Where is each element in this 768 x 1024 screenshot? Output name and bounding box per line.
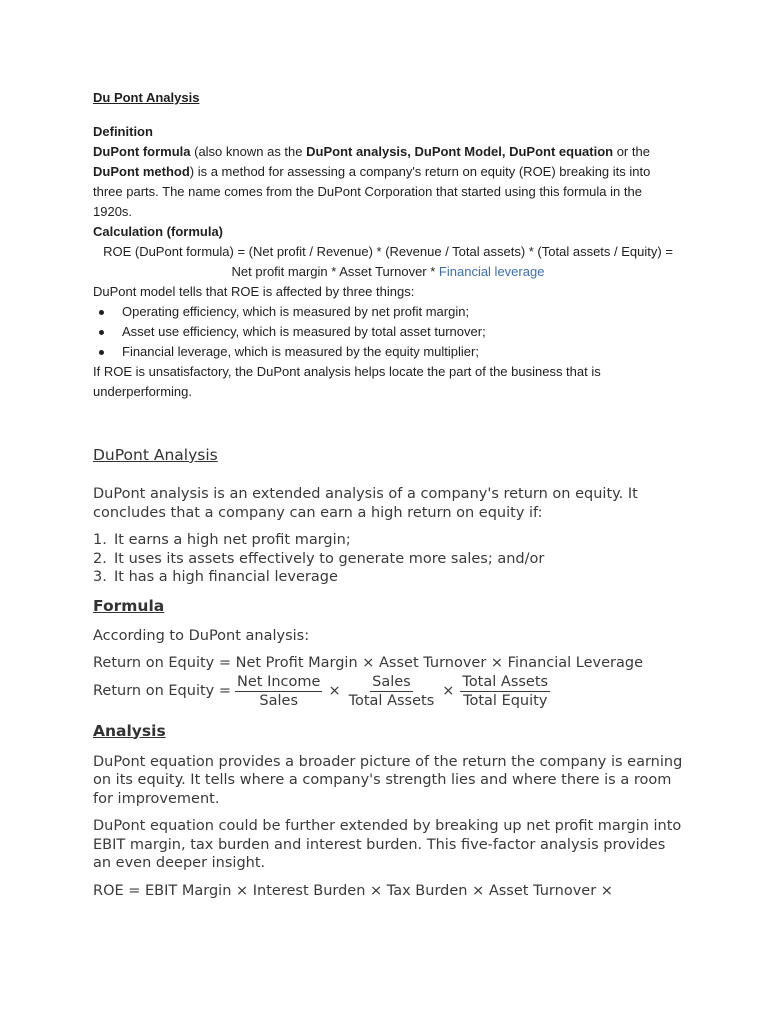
financial-leverage-link[interactable]: Financial leverage	[438, 264, 545, 279]
list-item	[93, 531, 683, 550]
list-item	[93, 568, 683, 587]
roe-extended-equation: ROE = EBIT Margin × Interest Burden × Tax Burden × Asset Turnover ×	[93, 882, 613, 899]
according-text: According to DuPont analysis:	[93, 627, 310, 644]
multiply-sign: ×	[328, 682, 341, 699]
formula-text: ROE (DuPont formula) = (Net profit / Revenue) * (Revenue / Total assets) * (Total assets / Equity) = Net profit margin * Asset Turnover *	[103, 244, 673, 279]
list-text: It earns a high net profit margin;	[114, 532, 351, 548]
list-item: Asset use efficiency, which is measured by total asset turnover;	[122, 322, 683, 342]
fraction-total-assets-total-equity	[460, 673, 550, 710]
factor-list	[93, 302, 683, 362]
analysis-intro: DuPont analysis is an extended analysis of a company's return on equity. It concludes that a company can earn a high return on equity if:	[93, 486, 638, 521]
roe-label: Return on Equity =	[93, 682, 232, 699]
list-item: Financial leverage, which is measured by the equity multiplier;	[122, 342, 683, 362]
numerator: Total Assets	[462, 673, 549, 690]
list-number: 3.	[93, 569, 107, 585]
definition-label: Definition	[93, 124, 153, 139]
analysis-paragraph-2: DuPont equation could be further extended by breaking up net profit margin into EBIT margin, tax burden and interest burden. This five-factor analysis provides an even deeper insight.	[93, 818, 682, 871]
roe-fraction-equation	[93, 673, 683, 710]
list-text: It has a high financial leverage	[114, 569, 338, 585]
section-title: Du Pont Analysis	[93, 90, 200, 105]
denominator: Sales	[259, 692, 299, 709]
term-alternative-names: DuPont analysis, DuPont Model, DuPont equation	[306, 144, 614, 159]
dupont-definition-section	[93, 88, 683, 402]
fraction-net-income-sales	[235, 673, 322, 710]
conditions-list	[93, 531, 683, 587]
roe-formula	[93, 242, 683, 282]
denominator: Total Equity	[463, 692, 548, 709]
numerator: Net Income	[237, 673, 321, 690]
analysis-paragraph-1: DuPont equation provides a broader picture of the return the company is earning on its equity. It tells where a company's strength lies and where there is a room for improvement.	[93, 753, 683, 807]
definition-text: or the	[613, 144, 650, 159]
model-intro: DuPont model tells that ROE is affected by three things:	[93, 284, 415, 299]
fraction-sales-total-assets	[347, 673, 437, 710]
list-number: 1.	[93, 532, 107, 548]
roe-equation: Return on Equity = Net Profit Margin × Asset Turnover × Financial Leverage	[93, 655, 644, 671]
numerator: Sales	[372, 673, 411, 690]
formula-heading: Formula	[93, 596, 165, 615]
calculation-label: Calculation (formula)	[93, 224, 224, 239]
analysis-title: DuPont Analysis	[93, 446, 218, 464]
definition-text: (also known as the	[190, 144, 307, 159]
dupont-analysis-section	[93, 444, 683, 900]
definition-paragraph	[93, 142, 683, 222]
definition-text: ) is a method for assessing a company's return on equity (ROE) breaking its into three parts. The name comes from the DuPont Corporation that started using this formula in the 1920s.	[93, 164, 651, 219]
closing-paragraph: If ROE is unsatisfactory, the DuPont analysis helps locate the part of the business that is underperforming.	[93, 364, 601, 399]
term-dupont-method: DuPont method	[93, 164, 190, 179]
multiply-sign: ×	[442, 682, 455, 699]
term-dupont-formula: DuPont formula	[93, 144, 191, 159]
analysis-heading: Analysis	[93, 721, 166, 740]
denominator: Total Assets	[348, 692, 435, 709]
list-item	[93, 550, 683, 569]
list-item: Operating efficiency, which is measured by net profit margin;	[122, 302, 683, 322]
list-text: It uses its assets effectively to generate more sales; and/or	[114, 550, 545, 567]
list-number: 2.	[93, 550, 107, 567]
